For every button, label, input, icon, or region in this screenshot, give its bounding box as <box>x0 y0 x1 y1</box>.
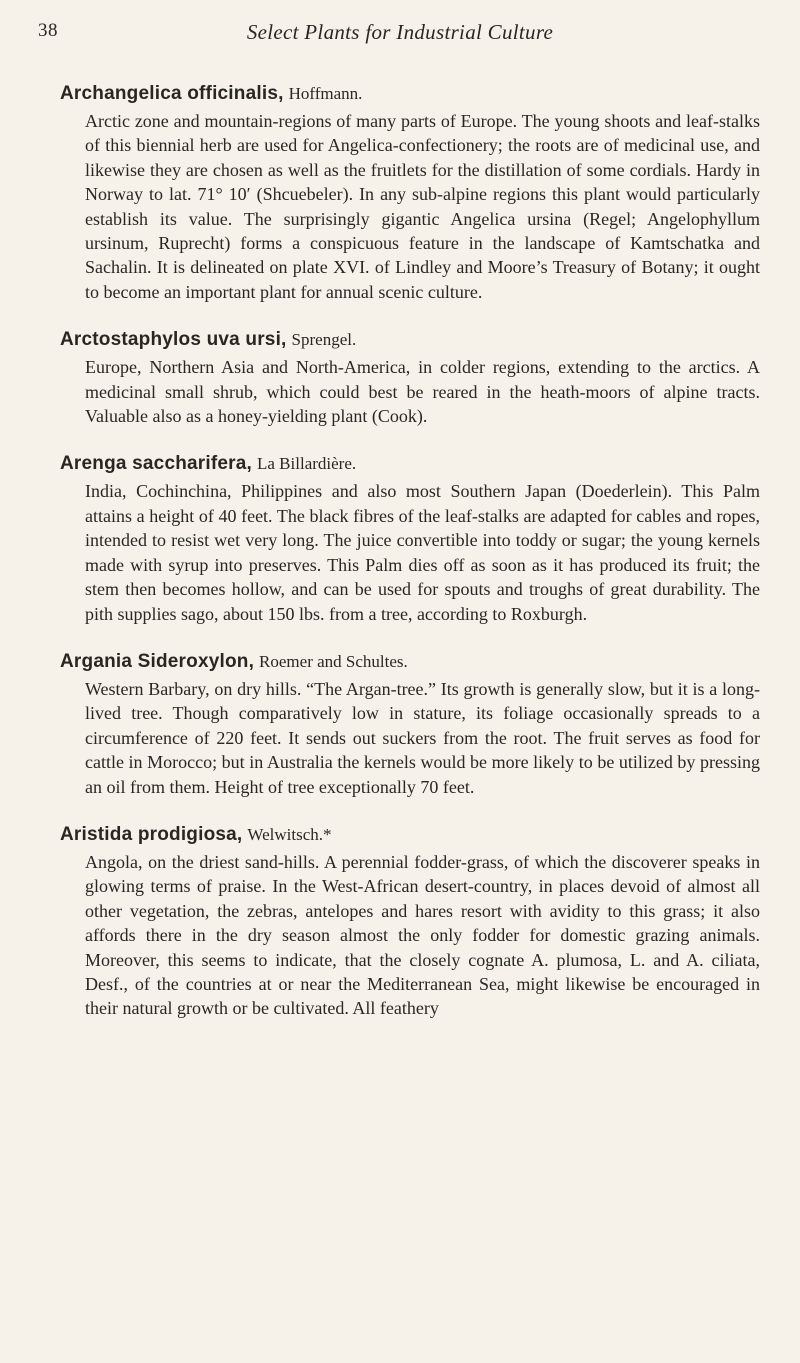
plant-name: Arenga saccharifera, <box>60 453 252 475</box>
entry-paragraph: Western Barbary, on dry hills. “The Argan-tree.” Its growth is generally slow, but it is a long-lived tree. Though comparatively low in stature, its foliage occasionally spreads to a circumference of 220 feet. It sends out suckers from the root. The fruit serves as food for cattle in Morocco; but in Australia the kernels would be more likely to be utilized by pressing an oil from them. Height of tree exceptionally 70 feet. <box>85 678 760 797</box>
plant-name: Archangelica officinalis, <box>60 83 284 104</box>
plant-author: La Billardière. <box>257 454 357 474</box>
plant-name: Arctostaphylos uva ursi, <box>60 329 287 351</box>
entry-heading <box>60 80 760 107</box>
page-content <box>60 80 760 1039</box>
entry-aristida <box>60 821 760 1021</box>
entry-paragraph: Arctic zone and mountain-regions of many parts of Europe. The young shoots and leaf-stalks of this biennial herb are used for Angelica-confectionery; the roots are of medicinal use, and likewise they are chosen as well as the fruitlets for the distillation of some cordials. Hardy in Norway to lat. 71° 10′ (Shcuebeler). In any sub-alpine regions this plant would particularly establish its value. The surprisingly gigantic Angelica ursina (Regel; Angelophyllum ursinum, Ruprecht) forms a conspicuous feature in the landscape of Kamtschatka and Sachalin. It is delineated on plate XVI. of Lindley and Moore’s Treasury of Botany; it ought to become an important plant for annual scenic culture. <box>85 111 760 302</box>
plant-name: Argania Sideroxylon, <box>60 650 255 672</box>
entry-argania <box>60 648 760 799</box>
entry-text <box>60 355 760 428</box>
entry-heading <box>60 648 760 675</box>
entry-text <box>60 677 760 799</box>
plant-author: Welwitsch.* <box>247 824 332 844</box>
entry-arctostaphylos <box>60 326 760 428</box>
entry-paragraph: Angola, on the driest sand-hills. A perennial fodder-grass, of which the discoverer speaks in glowing terms of praise. In the West-African desert-country, in places devoid of almost all other vegetation, the zebras, antelopes and hares resort with avidity to this grass; it also affords there in the dry season almost the only fodder for domestic grazing animals. Moreover, this seems to indicate, that the closely cognate A. plumosa, L. and A. ciliata, Desf., of the countries at or near the Mediterranean Sea, might likewise be encouraged in their natural growth or be cultivated. All feathery <box>85 851 760 1019</box>
entry-paragraph: Europe, Northern Asia and North-America, in colder regions, extending to the arctics. A medicinal small shrub, which could best be reared in the heath-moors of alpine tracts. Valuable also as a honey-yielding plant (Cook). <box>85 357 760 427</box>
entry-heading <box>60 326 760 353</box>
plant-author: Sprengel. <box>291 330 357 350</box>
entry-text <box>60 479 760 625</box>
page-header <box>0 20 800 50</box>
plant-author: Roemer and Schultes. <box>259 651 408 671</box>
running-title: Select Plants for Industrial Culture <box>246 20 554 44</box>
entry-text <box>60 850 760 1021</box>
entry-text <box>60 109 760 304</box>
entry-heading <box>60 450 760 477</box>
entry-archangelica <box>60 80 760 304</box>
entry-arenga <box>60 450 760 625</box>
plant-author: Hoffmann. <box>288 84 363 103</box>
plant-name: Aristida prodigiosa, <box>60 823 243 845</box>
entry-heading <box>60 821 760 848</box>
entry-paragraph: India, Cochinchina, Philippines and also most Southern Japan (Doederlein). This Palm attains a height of 40 feet. The black fibres of the leaf-stalks are adapted for cables and ropes, intended to resist wet very long. The juice convertible into toddy or sugar; the young kernels made with syrup into preserves. This Palm dies off as soon as it has produced its fruit; the stem then becomes hollow, and can be used for spouts and troughs of great durability. The pith supplies sago, about 150 lbs. from a tree, according to Roxburgh. <box>85 481 760 624</box>
page-number: 38 <box>38 20 58 41</box>
